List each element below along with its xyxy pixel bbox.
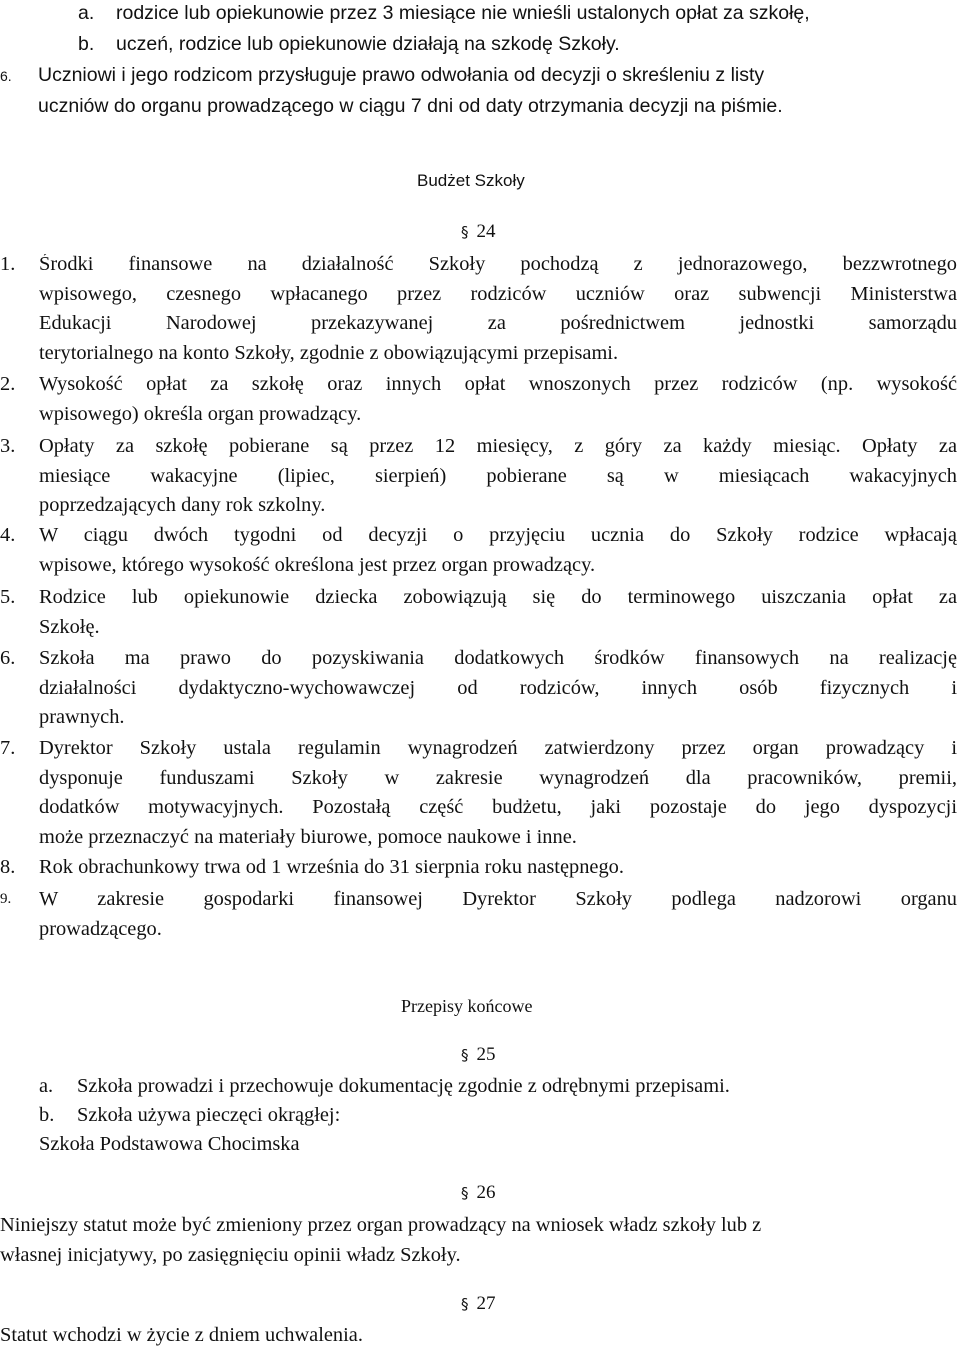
list-marker: 4. [0, 524, 16, 546]
section-sign: § [461, 223, 469, 241]
list-item-text: rodzice lub opiekunowie przez 3 miesiące nie wnieśli ustalonych opłat za szkołę, [116, 2, 810, 24]
budget-item-line: może przeznaczyć na materiały biurowe, pomoce naukowe i inne. [39, 825, 577, 848]
point-6-line-2: uczniów do organu prowadzącego w ciągu 7 dni od daty otrzymania decyzji na piśmie. [38, 95, 783, 117]
budget-item-line: Edukacji Narodowej przekazywanej za pośrednictwem jednostki samorządu [39, 313, 957, 335]
list-item-text: Szkoła prowadzi i przechowuje dokumentację zgodnie z odrębnymi przepisami. [77, 1075, 730, 1097]
budget-item-line: działalności dydaktyczno-wychowawczej od rodziców, innych osób fizycznych i [39, 677, 957, 699]
budget-item-line: Rodzice lub opiekunowie dziecka zobowiązują się do terminowego uiszczania opłat za [39, 587, 957, 608]
budget-item-line: Środki finansowe na działalność Szkoły pochodzą z jednorazowego, bezzwrotnego [39, 254, 957, 275]
paragraph-number [461, 1294, 496, 1313]
budget-item-line: Szkołę. [39, 615, 100, 638]
p27-text: Statut wchodzi w życie z dniem uchwalenia. [0, 1324, 363, 1346]
section-sign: § [461, 1295, 469, 1313]
paragraph-number [461, 1045, 496, 1064]
budget-item-line: prowadzącego. [39, 917, 162, 940]
paragraph-number-value: 24 [476, 221, 496, 242]
section-title: Budżet Szkoły [417, 171, 525, 190]
stamp-text: Szkoła Podstawowa Chocimska [39, 1133, 300, 1155]
paragraph-number [461, 1183, 496, 1202]
list-marker: a. [39, 1075, 54, 1097]
budget-item-line: terytorialnego na konto Szkoły, zgodnie z obowiązującymi przepisami. [39, 341, 619, 364]
section-sign: § [461, 1184, 469, 1202]
budget-item-line: W zakresie gospodarki finansowej Dyrektor Szkoły podlega nadzorowi organu [39, 889, 957, 910]
budget-item-line: wpisowe, którego wysokość określona jest przez organ prowadzący. [39, 553, 596, 576]
paragraph-number [461, 222, 496, 241]
budget-item-line: miesiące wakacyjne (lipiec, sierpień) pobierane są w miesiącach wakacyjnych [39, 465, 957, 487]
list-item-text: uczeń, rodzice lub opiekunowie działają na szkodę Szkoły. [116, 33, 620, 55]
list-marker: 6. [0, 647, 16, 669]
budget-item-line: dodatków motywacyjnych. Pozostałą część budżetu, jaki pozostaje do jego dyspozycji [39, 797, 957, 819]
list-marker: 1. [0, 253, 16, 275]
budget-item-line: Opłaty za szkołę pobierane są przez 12 miesięcy, z góry za każdy miesiąc. Opłaty za [39, 436, 957, 457]
list-marker: 9. [0, 891, 12, 907]
budget-item-line: wpisowego) określa organ prowadzący. [39, 402, 362, 425]
budget-item-line: Dyrektor Szkoły ustala regulamin wynagrodzeń zatwierdzony przez organ prowadzący i [39, 738, 957, 759]
list-item-text: Szkoła używa pieczęci okrągłej: [77, 1104, 341, 1126]
section-sign: § [461, 1046, 469, 1064]
paragraph-number-value: 27 [476, 1293, 496, 1314]
list-marker: 8. [0, 856, 16, 878]
p26-line-1: Niniejszy statut może być zmieniony przez organ prowadzący na wniosek władz szkoły lub z [0, 1214, 762, 1236]
list-marker: 5. [0, 586, 16, 608]
list-marker: b. [39, 1104, 55, 1126]
budget-item-line: W ciągu dwóch tygodni od decyzji o przyjęciu ucznia do Szkoły rodzice wpłacają [39, 525, 957, 546]
list-marker: b. [78, 33, 95, 55]
budget-item-line: Szkoła ma prawo do pozyskiwania dodatkowych środków finansowych na realizację [39, 648, 957, 669]
budget-item-line: Wysokość opłat za szkołę oraz innych opłat wnoszonych przez rodziców (np. wysokość [39, 374, 957, 395]
list-marker: a. [78, 2, 95, 24]
paragraph-number-value: 25 [476, 1044, 496, 1065]
list-marker: 7. [0, 737, 16, 759]
p26-line-2: własnej inicjatywy, po zasięgnięciu opinii władz Szkoły. [0, 1244, 461, 1266]
budget-item-line: prawnych. [39, 706, 125, 729]
list-marker: 6. [0, 68, 12, 84]
list-marker: 2. [0, 373, 16, 395]
budget-item-line: dysponuje funduszami Szkoły w zakresie wynagrodzeń dla pracowników, premii, [39, 767, 957, 789]
section-title: Przepisy końcowe [401, 996, 533, 1016]
budget-item-line: Rok obrachunkowy trwa od 1 września do 31 sierpnia roku następnego. [39, 856, 624, 878]
budget-item-line: poprzedzających dany rok szkolny. [39, 494, 326, 517]
point-6-line-1: Uczniowi i jego rodzicom przysługuje prawo odwołania od decyzji o skreśleniu z listy [38, 64, 765, 86]
list-marker: 3. [0, 435, 16, 457]
paragraph-number-value: 26 [476, 1182, 496, 1203]
budget-item-line: wpisowego, czesnego wpłacanego przez rodziców uczniów oraz subwencji Ministerstwa [39, 283, 957, 305]
